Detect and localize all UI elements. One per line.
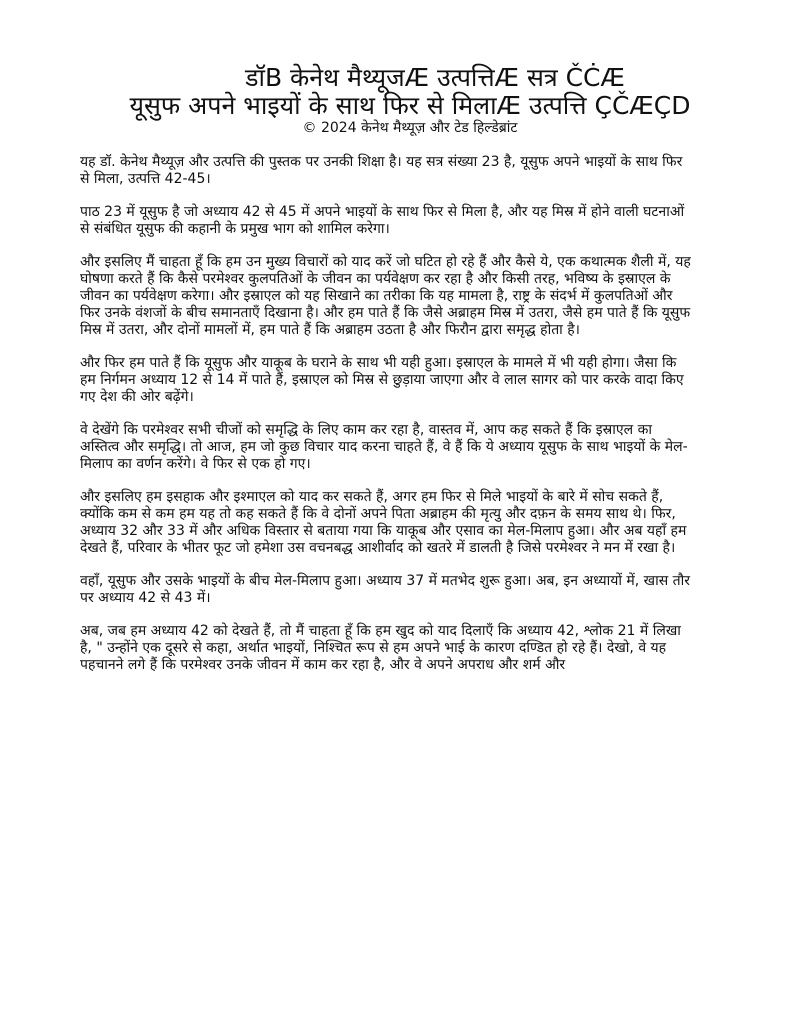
paragraph-3: और इसलिए मैं चाहता हूँ कि हम उन मुख्य विचारों को याद करें जो घटित हो रहे हैं और कैसे ये, एक कथात्मक शैली में, यह घोषणा करते हैं कि कैसे परमेश्वर कुलपतिओं के जीवन का पर्यवेक्षण कर रहा है और किसी तरह, भविष्य के इस्राएल के जीवन का पर्यवेक्षण करेगा। और इस्राएल को यह सिखाने का तरीका कि यह मामला है, राष्ट्र के संदर्भ में कुलपतिओं और फिर उनके वंशजों के बीच समानताएँ दिखाना है। और हम पाते हैं कि जैसे अब्राहम मिस्र में उतरा, जैसे हम पाते हैं कि यूसुफ मिस्र में उतरा, और दोनों मामलों में, हम पाते हैं कि अब्राहम उठता है और फिरौन द्वारा समृद्ध होता है।: [80, 254, 691, 338]
paragraph-6: और इसलिए हम इसहाक और इश्माएल को याद कर सकते हैं, अगर हम फिर से मिले भाइयों के बारे में सोच सकते हैं, क्योंकि कम से कम हम यह तो कह सकते हैं कि वे दोनों अपने पिता अब्राहम की मृत्यु और दफ़न के समय साथ थे। फिर, अध्याय 32 और 33 में और अधिक विस्तार से बताया गया कि याकूब और एसाव का मेल-मिलाप हुआ। और अब यहाँ हम देखते हैं, परिवार के भीतर फूट जो हमेशा उस वचनबद्ध आशीर्वाद को खतरे में डालती है जिसे परमेश्वर ने मन में रखा है।: [80, 489, 687, 556]
paragraph-7: वहाँ, यूसुफ और उसके भाइयों के बीच मेल-मिलाप हुआ। अध्याय 37 में मतभेद शुरू हुआ। अब, इन अध्यायों में, खास तौर पर अध्याय 42 से 43 में।: [80, 573, 691, 606]
paragraph-4: और फिर हम पाते हैं कि यूसुफ और याकूब के घराने के साथ भी यही हुआ। इस्राएल के मामले में भी यही होगा। जैसा कि हम निर्गमन अध्याय 12 से 14 में पाते हैं, इस्राएल को मिस्र से छुड़ाया जाएगा और वे लाल सागर को पार करके वादा किए गए देश की ओर बढ़ेंगे।: [80, 355, 684, 405]
copyright-line: © 2024 केनेथ मैथ्यूज़ और टेड हिल्डेब्रांट: [302, 120, 518, 136]
paragraph-2: पाठ 23 में यूसुफ है जो अध्याय 42 से 45 में अपने भाइयों के साथ फिर से मिला है, और यह मिस्र में होने वाली घटनाओं से संबंधित यूसुफ की कहानी के प्रमुख भाग को शामिल करेगा।: [80, 204, 685, 237]
title-line-2: यूसुफ अपने भाइयों के साथ फिर से मिलाÆ उत्पत्ति ÇČÆÇD: [129, 91, 691, 120]
paragraph-8: अब, जब हम अध्याय 42 को देखते हैं, तो मैं चाहता हूँ कि हम खुद को याद दिलाएँ कि अध्याय 42, श्लोक 21 में लिखा है, " उन्होंने एक दूसरे से कहा, अर्थात भाइयों, निश्चित रूप से हम अपने भाई के कारण दण्डित हो रहे हैं। देखो, वे यह पहचानने लगे हैं कि परमेश्वर उनके जीवन में काम कर रहा है, और वे अपने अपराध और शर्म और: [80, 623, 681, 673]
paragraph-5: वे देखेंगे कि परमेश्वर सभी चीजों को समृद्धि के लिए काम कर रहा है, वास्तव में, आप कह सकते हैं कि इस्राएल का अस्तित्व और समृद्धि। तो आज, हम जो कुछ विचार याद करना चाहते हैं, वे हैं कि ये अध्याय यूसुफ के साथ भाइयों के मेल-मिलाप का वर्णन करेंगे। वे फिर से एक हो गए।: [80, 422, 688, 472]
document-body: [80, 154, 692, 690]
paragraph-1: यह डॉ. केनेथ मैथ्यूज़ और उत्पत्ति की पुस्तक पर उनकी शिक्षा है। यह सत्र संख्या 23 है, यूसुफ अपने भाइयों के साथ फिर से मिला, उत्पत्ति 42-45।: [80, 154, 683, 187]
title-line-1: डॉB केनेथ मैथ्यूजÆ उत्पत्तिÆ सत्र ČĊÆ: [245, 63, 625, 92]
document-header: [80, 64, 740, 136]
